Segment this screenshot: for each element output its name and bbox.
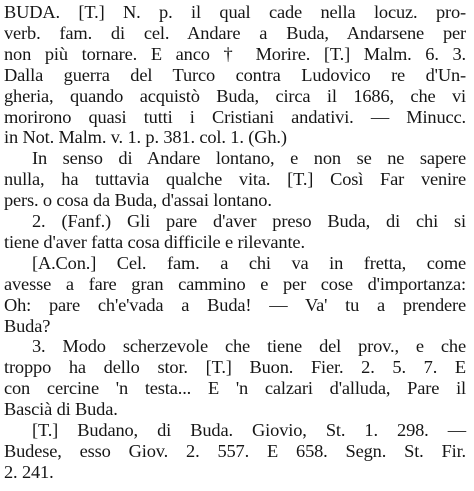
entry-line: morirono quasi tutti i Cristiani andativi. — Minucc.	[4, 106, 466, 127]
entry-line: [A.Con.] Cel. fam. a chi va in fretta, come	[32, 252, 466, 273]
entry-line: 2. 241.	[4, 461, 54, 482]
entry-line: [T.] Budano, di Buda. Giovio, St. 1. 298. —	[32, 420, 466, 440]
entry-line: nulla, ha tuttavia qualche vita. [T.] Così Far venire	[4, 169, 466, 190]
entry-line: 3. Modo scherzevole che tiene del prov., e che	[32, 336, 466, 357]
entry-line: con cercine 'n testa... E 'n calzari d'alluda, Pare il	[4, 378, 466, 399]
entry-line: 2. (Fanf.) Gli pare d'aver preso Buda, di chi si	[32, 211, 466, 231]
entry-line: Budese, esso Giov. 2. 557. E 658. Segn. St. Fir.	[4, 440, 466, 461]
entry-line: Oh: pare ch'e'vada a Buda! — Va' tu a prendere	[4, 294, 466, 315]
entry-line: tiene d'aver fatta cosa difficile e rilevante.	[4, 231, 305, 252]
entry-line: In senso di Andare lontano, e non se ne sapere	[32, 148, 466, 169]
entry-line: troppo ha dello stor. [T.] Buon. Fier. 2. 5. 7. E	[4, 357, 466, 378]
entry-line: avesse a fare gran cammino e per cose d'importanza:	[4, 273, 466, 294]
entry-line: verb. fam. di cel. Andare a Buda, Andarsene per	[4, 22, 466, 43]
entry-line: non più tornare. E anco † Morire. [T.] Malm. 6. 3.	[4, 43, 466, 64]
entry-line: Dalla guerra del Turco contra Ludovico re d'Un-	[4, 64, 466, 85]
entry-line: gheria, quando acquistò Buda, circa il 1686, che vi	[4, 85, 466, 106]
entry-line: in Not. Malm. v. 1. p. 381. col. 1. (Gh.)	[4, 127, 287, 148]
entry-line: pers. o cosa da Buda, d'assai lontano.	[4, 190, 272, 211]
entry-line: Buda?	[4, 315, 51, 336]
entry-line: BUDA. [T.] N. p. il qual cade nella locuz. pro-	[4, 2, 466, 22]
entry-line: Bascià di Buda.	[4, 399, 118, 420]
